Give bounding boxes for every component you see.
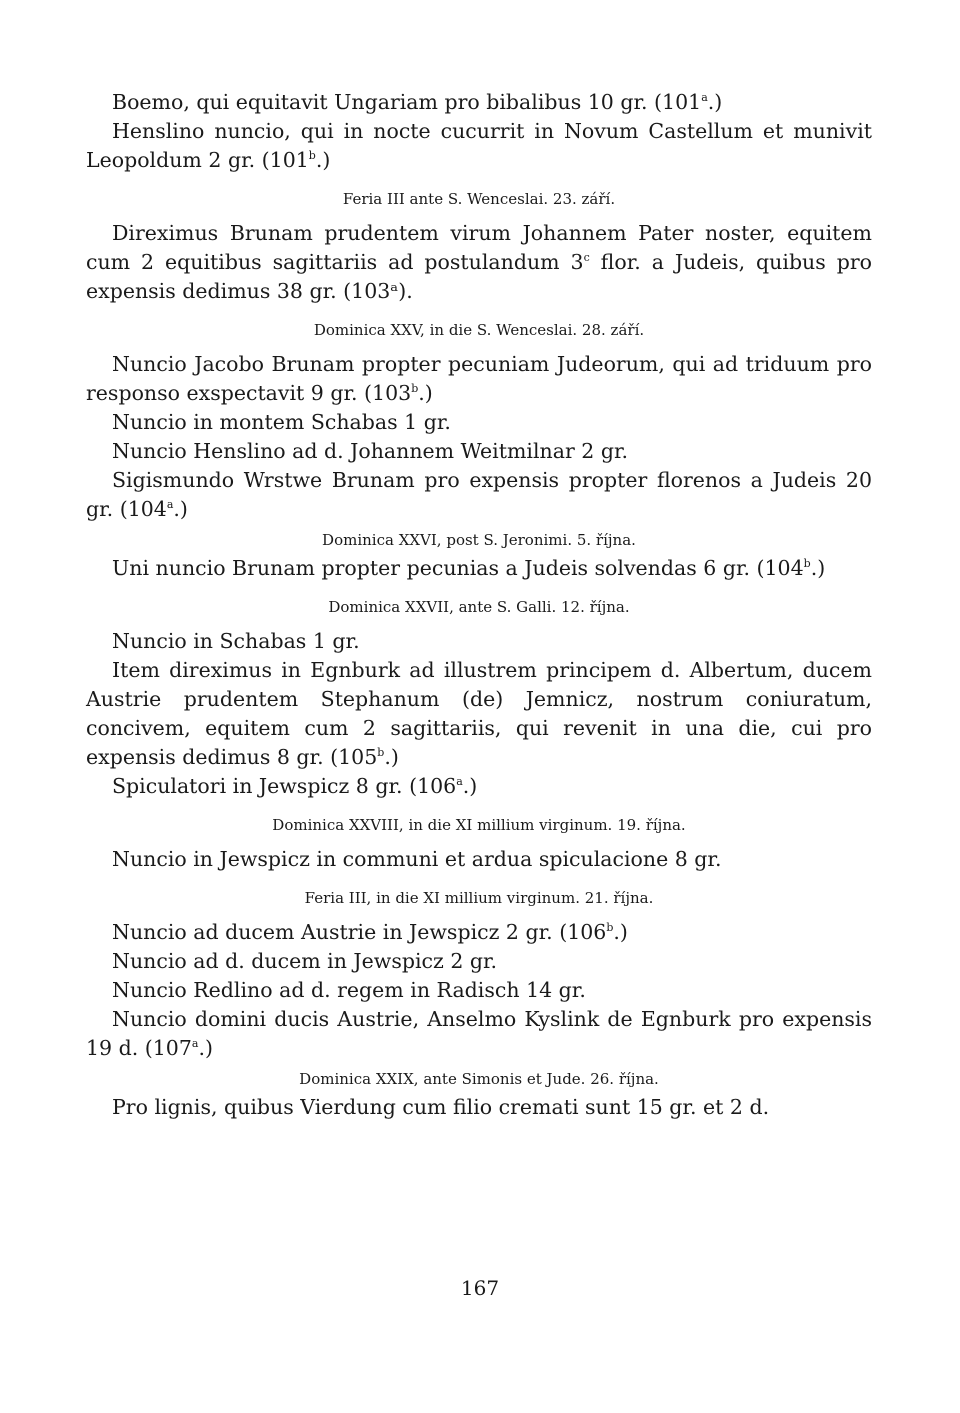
entry-text: Boemo, qui equitavit Ungariam pro bibalibus 10 gr. (101	[112, 90, 702, 114]
entry-text: Pro lignis, quibus Vierdung cum filio cremati sunt 15 gr. et 2 d.	[112, 1095, 770, 1119]
section-heading	[86, 888, 872, 908]
entry-text: Nuncio ad d. ducem in Jewspicz 2 gr.	[112, 949, 498, 973]
heading-text: Dominica XXV, in die S. Wenceslai. 28. září.	[313, 321, 645, 339]
ledger-entry	[86, 466, 872, 524]
ledger-entry	[86, 1005, 872, 1063]
page-number: 167	[460, 1276, 500, 1300]
entry-text: Uni nuncio Brunam propter pecunias a Judeis solvendas 6 gr. (104	[112, 556, 804, 580]
ledger-entry	[86, 88, 872, 117]
ledger-entry	[86, 627, 872, 656]
entry-text: Item direximus in Egnburk ad illustrem principem d. Albertum, ducem Austrie prudentem Stephanum (de) Jemnicz, nostrum coniuratum, concivem, equitem cum 2 sagittariis, qui revenit in una die, cui pro expensis dedimus 8 gr. (105	[86, 658, 872, 769]
section-heading	[86, 815, 872, 835]
ledger-entry	[86, 772, 872, 801]
folio-superscript: a	[191, 1037, 199, 1051]
heading-text: Dominica XXIX, ante Simonis et Jude. 26. října.	[299, 1070, 659, 1088]
folio-superscript: b	[377, 746, 385, 760]
entry-tail: .)	[418, 381, 433, 405]
entry-text: Direximus Brunam prudentem virum Johannem Pater noster, equitem cum 2 equitibus sagittariis ad postulandum 3	[86, 221, 872, 274]
ledger-entry	[86, 976, 872, 1005]
folio-superscript: c	[583, 251, 590, 265]
ledger-entry	[86, 350, 872, 408]
ledger-entry	[86, 554, 872, 583]
entry-text: Sigismundo Wrstwe Brunam pro expensis propter florenos a Judeis 20 gr. (104	[86, 468, 872, 521]
ledger-entry	[86, 408, 872, 437]
section-heading	[86, 597, 872, 617]
folio-superscript: b	[308, 149, 316, 163]
entry-text: Henslino nuncio, qui in nocte cucurrit in Novum Castellum et munivit Leopoldum 2 gr. (101	[86, 119, 872, 172]
section-heading	[86, 320, 872, 340]
entry-text: Nuncio Henslino ad d. Johannem Weitmilnar 2 gr.	[112, 439, 629, 463]
folio-superscript: a	[456, 775, 463, 789]
folio-superscript: a	[166, 498, 174, 512]
entry-tail: .)	[707, 90, 723, 114]
ledger-entry	[86, 656, 872, 772]
entry-text: Nuncio ad ducem Austrie in Jewspicz 2 gr. (106	[112, 920, 607, 944]
heading-text: Dominica XXVII, ante S. Galli. 12. října.	[328, 598, 630, 616]
folio-superscript: b	[606, 921, 614, 935]
heading-text: Dominica XXVI, post S. Jeronimi. 5. října.	[322, 531, 636, 549]
entry-tail: .)	[198, 1036, 213, 1060]
ledger-entry	[86, 947, 872, 976]
entry-tail: .)	[462, 774, 478, 798]
entry-tail: .)	[173, 497, 188, 521]
heading-text: Feria III ante S. Wenceslai. 23. září.	[342, 190, 616, 208]
entry-text: Nuncio Redlino ad d. regem in Radisch 14 gr.	[112, 978, 586, 1002]
entry-tail: .)	[315, 148, 331, 172]
folio-superscript: a	[701, 91, 708, 105]
heading-text: Dominica XXVIII, in die XI millium virginum. 19. října.	[272, 816, 686, 834]
heading-text: Feria III, in die XI millium virginum. 21. října.	[304, 889, 654, 907]
section-heading	[86, 1069, 872, 1089]
entry-text: Nuncio domini ducis Austrie, Anselmo Kyslink de Egnburk pro expensis 19 d. (107	[86, 1007, 872, 1060]
folio-superscript: b	[803, 557, 811, 571]
folio-superscript: b	[411, 382, 419, 396]
section-heading	[86, 189, 872, 209]
entry-text: Nuncio in montem Schabas 1 gr.	[112, 410, 451, 434]
ledger-entry	[86, 437, 872, 466]
entry-text: Spiculatori in Jewspicz 8 gr. (106	[112, 774, 457, 798]
entry-tail: .)	[613, 920, 628, 944]
entry-text: Nuncio Jacobo Brunam propter pecuniam Judeorum, qui ad triduum pro responso exspectavit 9 gr. (103	[86, 352, 872, 405]
ledger-entry	[86, 1093, 872, 1122]
entry-tail: flor. a Judeis, quibus pro expensis dedimus 38 gr. (103ᵃ).	[86, 250, 872, 303]
ledger-entry	[86, 845, 872, 874]
ledger-entry	[86, 117, 872, 175]
entry-text: Nuncio in Jewspicz in communi et ardua spiculacione 8 gr.	[112, 847, 722, 871]
ledger-entry	[86, 918, 872, 947]
ledger-entry	[86, 219, 872, 306]
entry-tail: .)	[384, 745, 399, 769]
entry-text: Nuncio in Schabas 1 gr.	[112, 629, 360, 653]
entry-tail: .)	[810, 556, 826, 580]
section-heading	[86, 530, 872, 550]
text-block	[86, 88, 872, 1122]
